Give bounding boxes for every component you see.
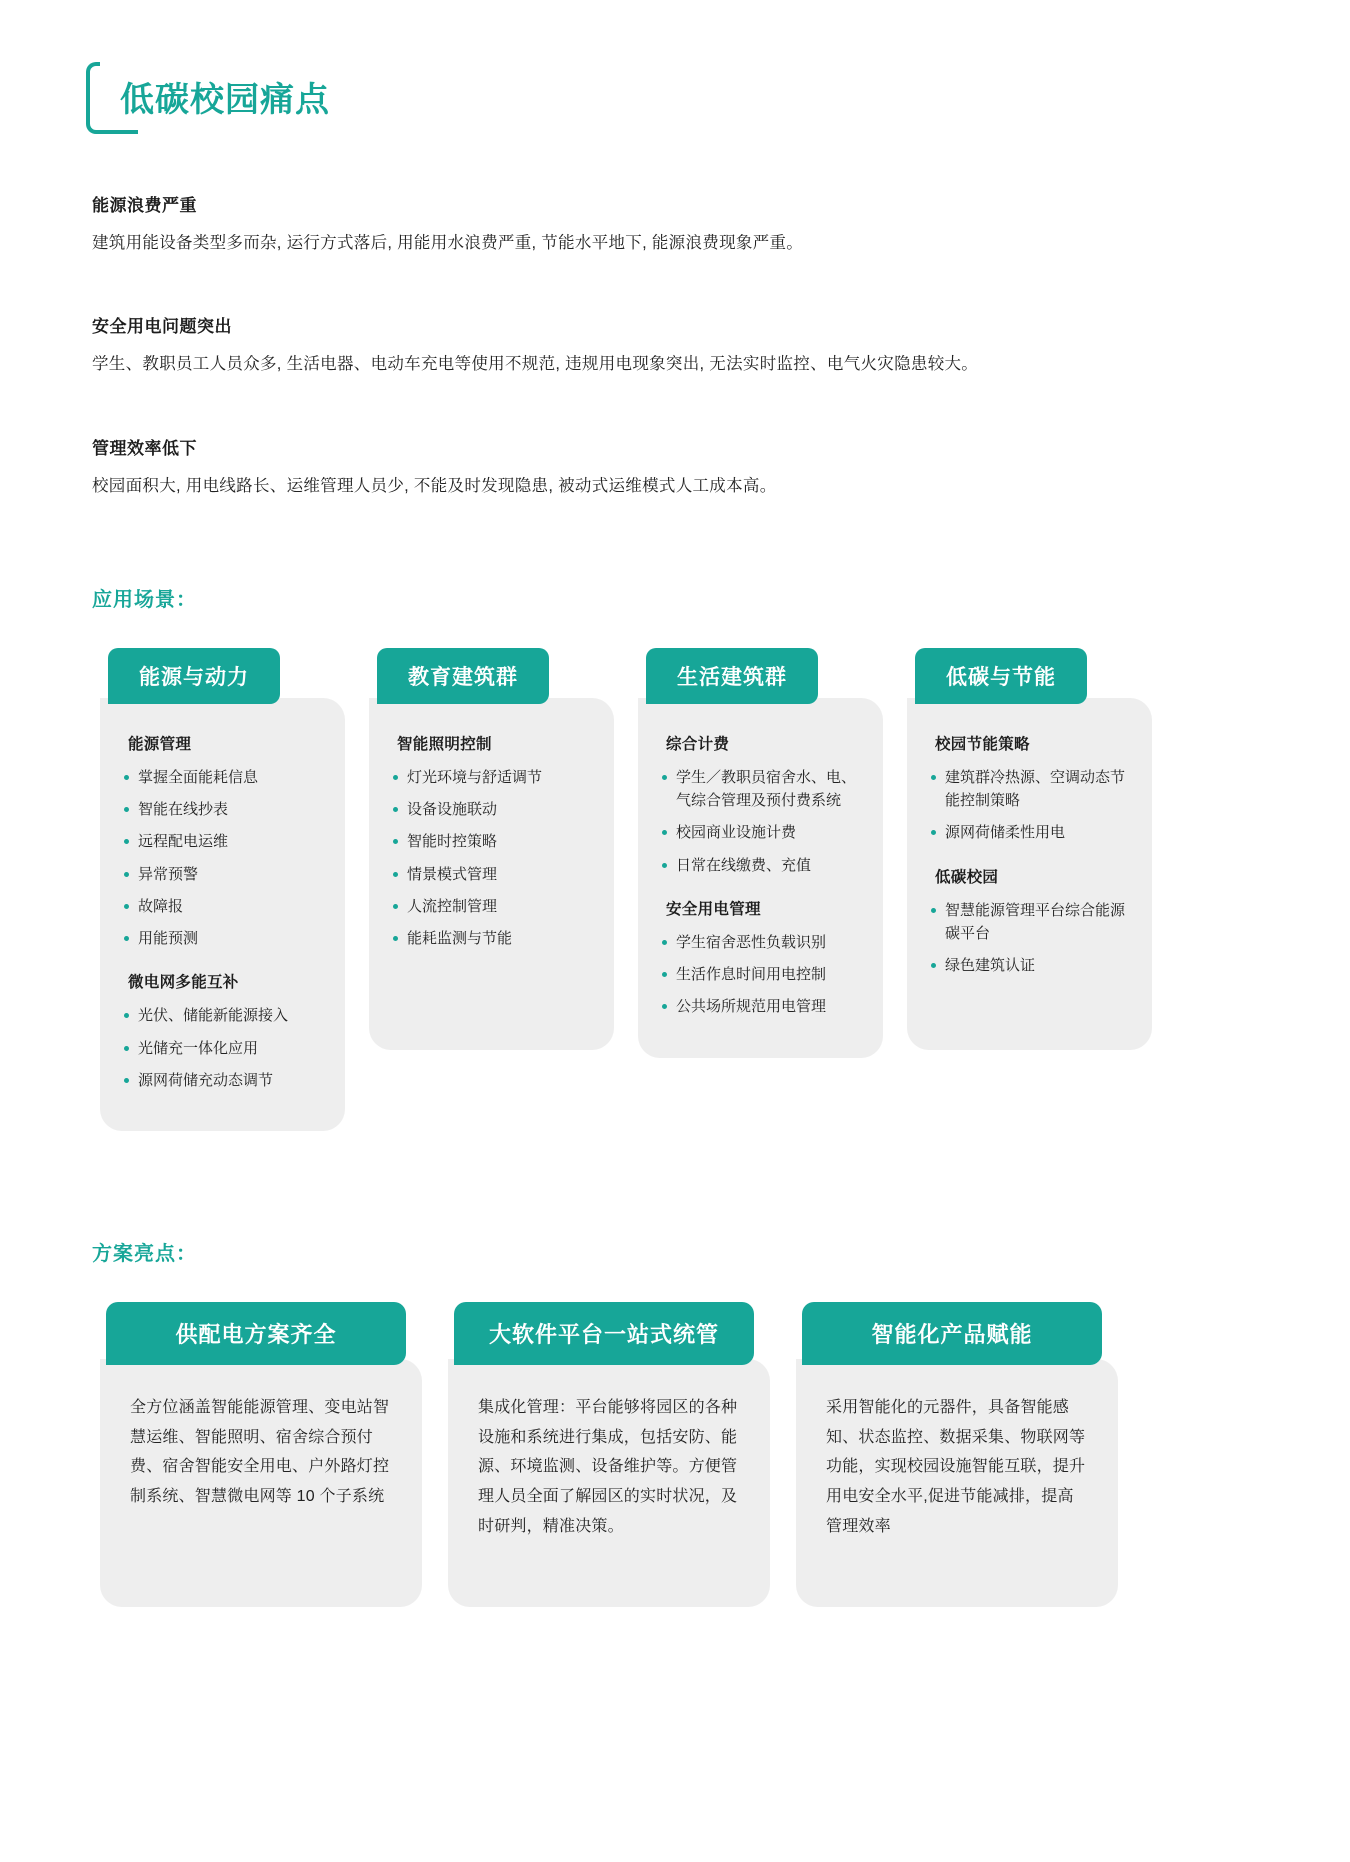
pain-point-title: 安全用电问题突出	[92, 317, 232, 337]
scenario-item-list	[122, 1004, 325, 1092]
scenario-group-title: 智能照明控制	[397, 735, 492, 753]
scenario-card-education-buildings	[369, 648, 614, 1050]
scenario-group-title: 微电网多能互补	[128, 974, 239, 992]
scenario-card-row	[100, 648, 1350, 1131]
list-item: 源网荷储柔性用电	[929, 821, 1132, 844]
list-item: 能耗监测与节能	[391, 927, 594, 950]
highlight-card-body: 集成化管理：平台能够将园区的各种设施和系统进行集成，包括安防、能源、环境监测、设备维护等。方便管理人员全面了解园区的实时状况，及时研判，精准决策。	[448, 1359, 770, 1607]
highlight-card-power-distribution	[100, 1302, 422, 1607]
list-item: 故障报	[122, 895, 325, 918]
list-item: 智能在线抄表	[122, 798, 325, 821]
highlights-heading: 方案亮点：	[92, 1243, 197, 1266]
list-item: 光储充一体化应用	[122, 1037, 325, 1060]
list-item: 智能时控策略	[391, 830, 594, 853]
scenario-card-tab: 能源与动力	[108, 648, 280, 704]
highlight-card-tab: 大软件平台一站式统管	[454, 1302, 754, 1365]
scenario-card-living-buildings	[638, 648, 883, 1058]
pain-points-section	[92, 191, 1272, 499]
list-item: 灯光环境与舒适调节	[391, 766, 594, 789]
scenario-card-body	[369, 698, 614, 1050]
list-item: 光伏、储能新能源接入	[122, 1004, 325, 1027]
list-item: 源网荷储充动态调节	[122, 1069, 325, 1092]
list-item: 建筑群冷热源、空调动态节能控制策略	[929, 766, 1132, 813]
scenario-card-energy-power	[100, 648, 345, 1131]
scenario-card-low-carbon	[907, 648, 1152, 1050]
scenario-item-list	[929, 766, 1132, 845]
pain-point-title: 管理效率低下	[92, 438, 197, 458]
scenario-card-body	[907, 698, 1152, 1050]
scenario-group	[660, 897, 863, 1019]
highlight-card-body: 采用智能化的元器件，具备智能感知、状态监控、数据采集、物联网等功能，实现校园设施智能互联，提升用电安全水平,促进节能减排，提高管理效率	[796, 1359, 1118, 1607]
bracket-gap-decoration	[100, 58, 140, 68]
scenario-group-title: 安全用电管理	[666, 900, 761, 918]
list-item: 掌握全面能耗信息	[122, 766, 325, 789]
scenario-group	[122, 970, 325, 1092]
list-item: 学生宿舍恶性负载识别	[660, 931, 863, 954]
pain-point-description: 学生、教职员工人员众多, 生活电器、电动车充电等使用不规范, 违规用电现象突出, 无法实时监控、电气火灾隐患较大。	[92, 355, 979, 374]
scenario-card-tab: 生活建筑群	[646, 648, 818, 704]
page-title-block	[86, 62, 356, 135]
scenario-item-list	[929, 899, 1132, 978]
pain-point-description: 校园面积大, 用电线路长、运维管理人员少, 不能及时发现隐患, 被动式运维模式人工成本高。	[92, 476, 777, 495]
highlight-card-row	[100, 1302, 1350, 1607]
pain-point-title: 能源浪费严重	[92, 195, 197, 215]
scenario-group-title: 综合计费	[666, 735, 730, 753]
scenario-group	[929, 865, 1132, 978]
scenario-group	[929, 732, 1132, 845]
scenario-group-title: 能源管理	[128, 735, 192, 753]
list-item: 公共场所规范用电管理	[660, 995, 863, 1018]
list-item: 校园商业设施计费	[660, 821, 863, 844]
scenario-item-list	[122, 766, 325, 951]
list-item: 情景模式管理	[391, 863, 594, 886]
scenario-item-list	[660, 931, 863, 1019]
scenario-group-title: 低碳校园	[935, 868, 999, 886]
list-item: 人流控制管理	[391, 895, 594, 918]
highlight-card-tab: 供配电方案齐全	[106, 1302, 406, 1365]
pain-point-item	[92, 191, 1272, 256]
scenarios-heading: 应用场景：	[92, 588, 197, 611]
list-item: 智慧能源管理平台综合能源碳平台	[929, 899, 1132, 946]
scenario-card-tab: 低碳与节能	[915, 648, 1087, 704]
highlight-card-software-platform	[448, 1302, 770, 1607]
scenario-card-tab: 教育建筑群	[377, 648, 549, 704]
scenario-card-body	[100, 698, 345, 1131]
pain-point-item	[92, 312, 1272, 377]
highlight-card-smart-products	[796, 1302, 1118, 1607]
scenario-item-list	[391, 766, 594, 951]
highlight-card-body: 全方位涵盖智能能源管理、变电站智慧运维、智能照明、宿舍综合预付费、宿舍智能安全用电、户外路灯控制系统、智慧微电网等 10 个子系统	[100, 1359, 422, 1607]
scenario-group	[391, 732, 594, 951]
scenario-card-body	[638, 698, 883, 1058]
list-item: 设备设施联动	[391, 798, 594, 821]
list-item: 远程配电运维	[122, 830, 325, 853]
scenario-group	[122, 732, 325, 951]
list-item: 绿色建筑认证	[929, 954, 1132, 977]
list-item: 学生／教职员宿舍水、电、气综合管理及预付费系统	[660, 766, 863, 813]
list-item: 异常预警	[122, 863, 325, 886]
list-item: 用能预测	[122, 927, 325, 950]
list-item: 日常在线缴费、充值	[660, 854, 863, 877]
pain-point-description: 建筑用能设备类型多而杂, 运行方式落后, 用能用水浪费严重, 节能水平地下, 能源浪费现象严重。	[92, 233, 804, 252]
scenario-group-title: 校园节能策略	[935, 735, 1030, 753]
page-title: 低碳校园痛点	[120, 81, 330, 119]
pain-point-item	[92, 434, 1272, 499]
scenario-group	[660, 732, 863, 877]
scenario-item-list	[660, 766, 863, 877]
highlight-card-tab: 智能化产品赋能	[802, 1302, 1102, 1365]
list-item: 生活作息时间用电控制	[660, 963, 863, 986]
